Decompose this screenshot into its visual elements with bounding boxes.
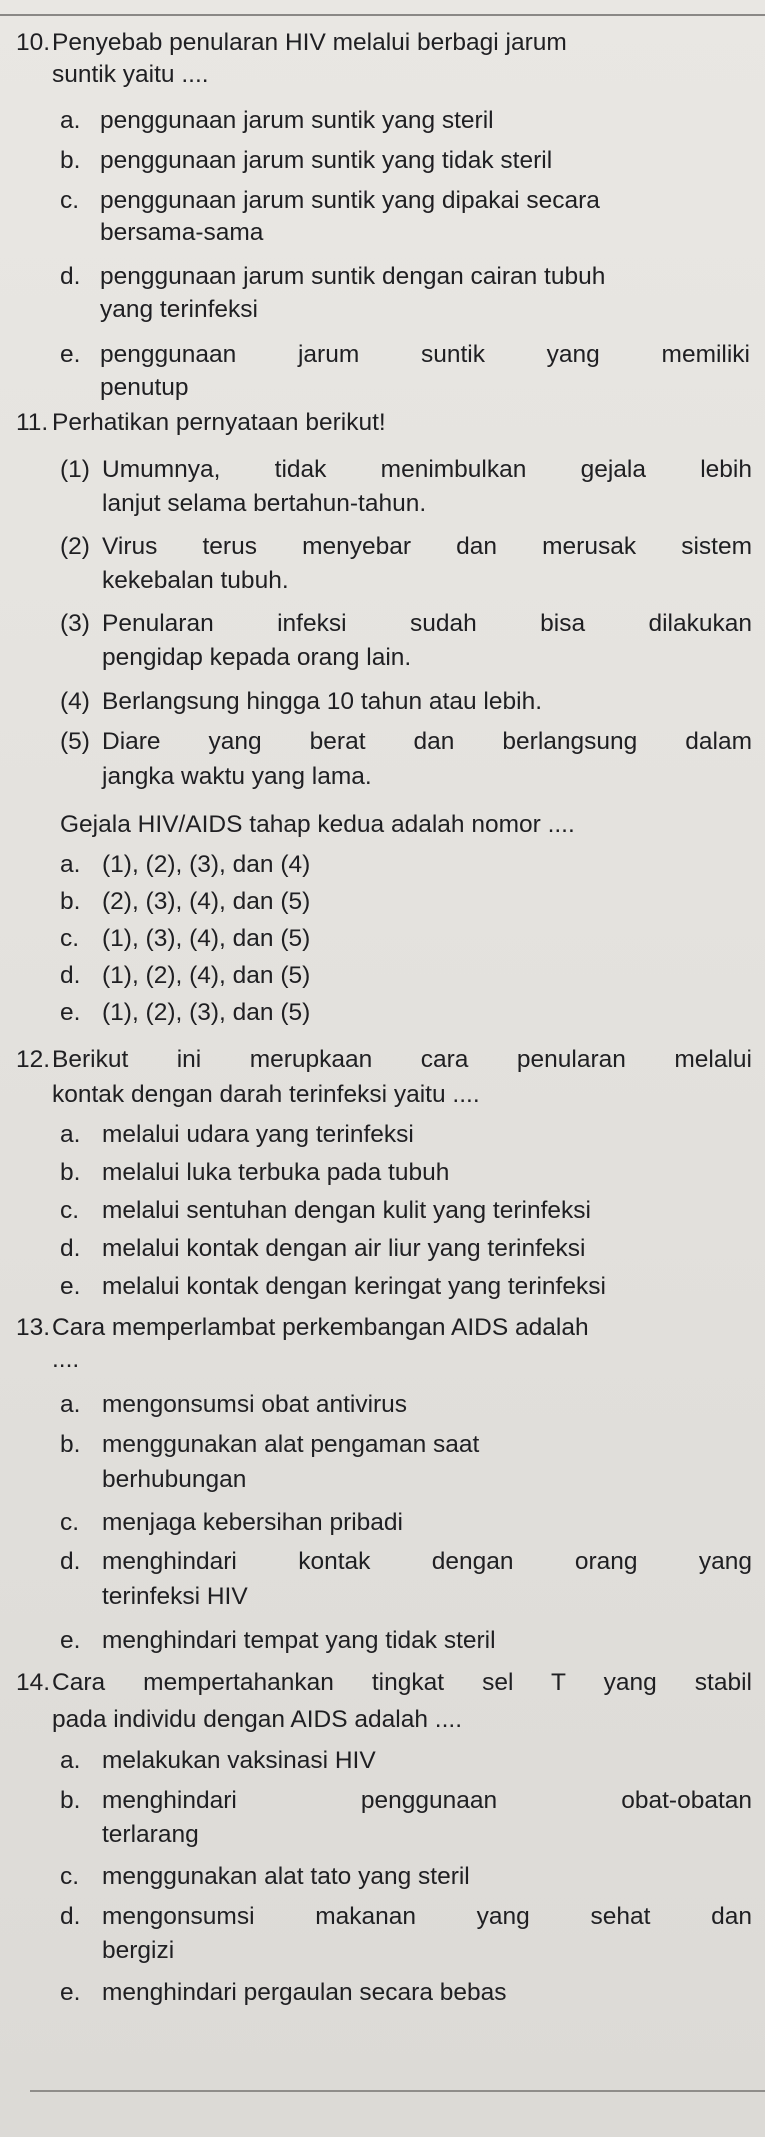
option-letter: e.: [60, 341, 81, 368]
option-letter: d.: [60, 1235, 81, 1262]
option-text: melakukan vaksinasi HIV: [102, 1747, 376, 1774]
option-letter: b.: [60, 147, 81, 174]
option-text: (1), (2), (4), dan (5): [102, 962, 311, 989]
option-letter: c.: [60, 1197, 80, 1224]
question-stem: Penyebab penularan HIV melalui berbagi jarum: [52, 29, 567, 56]
option-letter: b.: [60, 1431, 81, 1458]
option-text: (2), (3), (4), dan (5): [102, 888, 311, 915]
question-stem: Cara mempertahankan tingkat sel T yang stabil: [52, 1669, 752, 1696]
option-text: penutup: [100, 374, 189, 401]
statement-text: Umumnya, tidak menimbulkan gejala lebih: [102, 456, 752, 483]
question-stem: Perhatikan pernyataan berikut!: [52, 409, 386, 436]
statement-number: (4): [60, 688, 90, 715]
option-text: menggunakan alat pengaman saat: [102, 1431, 480, 1458]
option-text: (1), (3), (4), dan (5): [102, 925, 311, 952]
statement-number: (2): [60, 533, 90, 560]
statement-text: Penularan infeksi sudah bisa dilakukan: [102, 610, 752, 637]
option-letter: d.: [60, 962, 81, 989]
option-text: berhubungan: [102, 1466, 247, 1493]
option-letter: a.: [60, 107, 81, 134]
statement-number: (5): [60, 728, 90, 755]
option-letter: c.: [60, 1509, 80, 1536]
option-text: melalui kontak dengan keringat yang terinfeksi: [102, 1273, 606, 1300]
option-letter: e.: [60, 1979, 81, 2006]
statement-text: Virus terus menyebar dan merusak sistem: [102, 533, 752, 560]
option-letter: b.: [60, 1787, 81, 1814]
statement-text: kekebalan tubuh.: [102, 567, 289, 594]
option-text: penggunaan jarum suntik dengan cairan tubuh: [100, 263, 606, 290]
option-letter: e.: [60, 1273, 81, 1300]
option-text: (1), (2), (3), dan (5): [102, 999, 311, 1026]
option-text: menggunakan alat tato yang steril: [102, 1863, 470, 1890]
question-prompt: Gejala HIV/AIDS tahap kedua adalah nomor ....: [60, 811, 575, 838]
option-letter: e.: [60, 999, 81, 1026]
question-number: 13.: [16, 1314, 51, 1341]
statement-number: (3): [60, 610, 90, 637]
statement-text: jangka waktu yang lama.: [102, 763, 372, 790]
option-text: bersama-sama: [100, 219, 264, 246]
option-text: terlarang: [102, 1821, 199, 1848]
statement-number: (1): [60, 456, 90, 483]
option-letter: a.: [60, 1747, 81, 1774]
option-letter: c.: [60, 1863, 80, 1890]
question-stem: suntik yaitu ....: [52, 61, 209, 88]
option-text: yang terinfeksi: [100, 296, 258, 323]
question-number: 11.: [16, 409, 49, 436]
statement-text: lanjut selama bertahun-tahun.: [102, 490, 427, 517]
option-text: penggunaan jarum suntik yang memiliki: [100, 341, 750, 368]
question-stem: Cara memperlambat perkembangan AIDS adalah: [52, 1314, 589, 1341]
question-stem: kontak dengan darah terinfeksi yaitu ....: [52, 1081, 480, 1108]
option-text: (1), (2), (3), dan (4): [102, 851, 311, 878]
option-text: menghindari tempat yang tidak steril: [102, 1627, 496, 1654]
question-number: 14.: [16, 1669, 51, 1696]
option-text: menghindari pergaulan secara bebas: [102, 1979, 507, 2006]
option-text: menghindari penggunaan obat-obatan: [102, 1787, 752, 1814]
statement-text: Berlangsung hingga 10 tahun atau lebih.: [102, 688, 542, 715]
option-letter: d.: [60, 1548, 81, 1575]
bottom-rule: [30, 2090, 765, 2092]
option-text: terinfeksi HIV: [102, 1583, 248, 1610]
option-letter: c.: [60, 925, 80, 952]
option-letter: a.: [60, 1391, 81, 1418]
option-text: melalui luka terbuka pada tubuh: [102, 1159, 450, 1186]
option-text: menghindari kontak dengan orang yang: [102, 1548, 752, 1575]
option-text: penggunaan jarum suntik yang steril: [100, 107, 494, 134]
option-letter: a.: [60, 1121, 81, 1148]
option-letter: d.: [60, 1903, 81, 1930]
option-text: melalui kontak dengan air liur yang terinfeksi: [102, 1235, 586, 1262]
statement-text: Diare yang berat dan berlangsung dalam: [102, 728, 752, 755]
option-letter: e.: [60, 1627, 81, 1654]
question-number: 10.: [16, 29, 51, 56]
option-text: mengonsumsi makanan yang sehat dan: [102, 1903, 752, 1930]
option-letter: d.: [60, 263, 81, 290]
option-text: menjaga kebersihan pribadi: [102, 1509, 403, 1536]
question-number: 12.: [16, 1046, 51, 1073]
option-letter: b.: [60, 1159, 81, 1186]
option-text: bergizi: [102, 1937, 175, 1964]
question-stem: pada individu dengan AIDS adalah ....: [52, 1706, 463, 1733]
question-stem: ....: [52, 1346, 80, 1373]
option-text: penggunaan jarum suntik yang tidak steril: [100, 147, 553, 174]
question-stem: Berikut ini merupkaan cara penularan melalui: [52, 1046, 752, 1073]
option-text: melalui sentuhan dengan kulit yang terinfeksi: [102, 1197, 591, 1224]
option-letter: b.: [60, 888, 81, 915]
option-letter: a.: [60, 851, 81, 878]
top-rule: [0, 14, 765, 16]
statement-text: pengidap kepada orang lain.: [102, 644, 412, 671]
option-text: penggunaan jarum suntik yang dipakai secara: [100, 187, 600, 214]
option-text: melalui udara yang terinfeksi: [102, 1121, 414, 1148]
option-letter: c.: [60, 187, 80, 214]
option-text: mengonsumsi obat antivirus: [102, 1391, 408, 1418]
